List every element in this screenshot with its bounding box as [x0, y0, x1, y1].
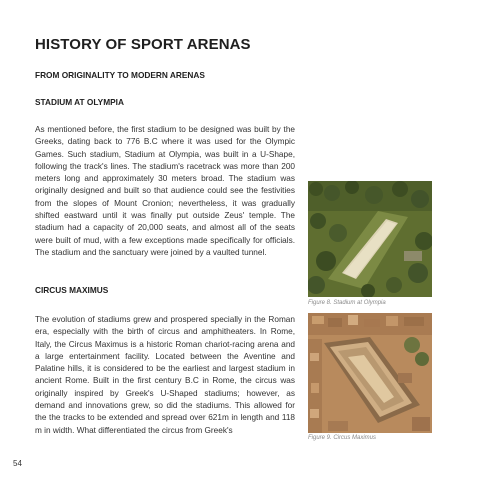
figure-stadium-olympia [308, 181, 432, 297]
caption-figure-8: Figure 8. Stadium at Olympia [308, 300, 386, 306]
page-title: HISTORY OF SPORT ARENAS [35, 36, 251, 53]
subheading-circus-maximus: CIRCUS MAXIMUS [35, 285, 109, 295]
caption-figure-9: Figure 9. Circus Maximus [308, 435, 377, 441]
paragraph-olympia: As mentioned before, the first stadium to be designed was built by the Greeks, dating back to 776 B.C where it was used for the Olympic Games. Such stadium, Stadium at Olympia, was built in a U-Shape, following the track's lines. The stadium's racetrack was more than 200 meters long and approximately 30 meters broad. The stadium was originally designed and built so that audience could see the festivities from the slopes of Mount Cronion; nevertheless, it was gradually shifted eastward until it was finally put outside Zeus' temple. The stadium had a capacity of 20,000 seats, and almost all of the seats were built of mud, with a few exceptions made specifically for officials. The stadium and the sanctuary were joined by a vaulted tunnel. [35, 125, 295, 257]
page-number: 54 [13, 459, 22, 468]
section-heading: FROM ORIGINALITY TO MODERN ARENAS [35, 70, 205, 80]
figure-circus-maximus [308, 313, 432, 433]
aerial-photo-circus-maximus-icon [308, 313, 432, 433]
paragraph-circus-maximus: The evolution of stadiums grew and prospered specially in the Roman era, especially with the birth of circus and amphitheaters. In Rome, Italy, the Circus Maximus is a historic Roman chariot-racing arena and a large entertainment facility. Located between the Aventine and Palatine hills, it is considered to be the earliest and largest stadium in ancient Rome. Built in the first century B.C in Rome, the circus was originally inspired by Greek's U-Shaped stadiums; however, as demand and innovations grew, so did the stadiums. This allowed for the the tracks to be extended and spread over 621m in length and 118 m in width. What differentiated the circus from Greek's [35, 315, 295, 435]
subheading-olympia: STADIUM AT OLYMPIA [35, 97, 124, 107]
aerial-photo-stadium-olympia-icon [308, 181, 432, 297]
